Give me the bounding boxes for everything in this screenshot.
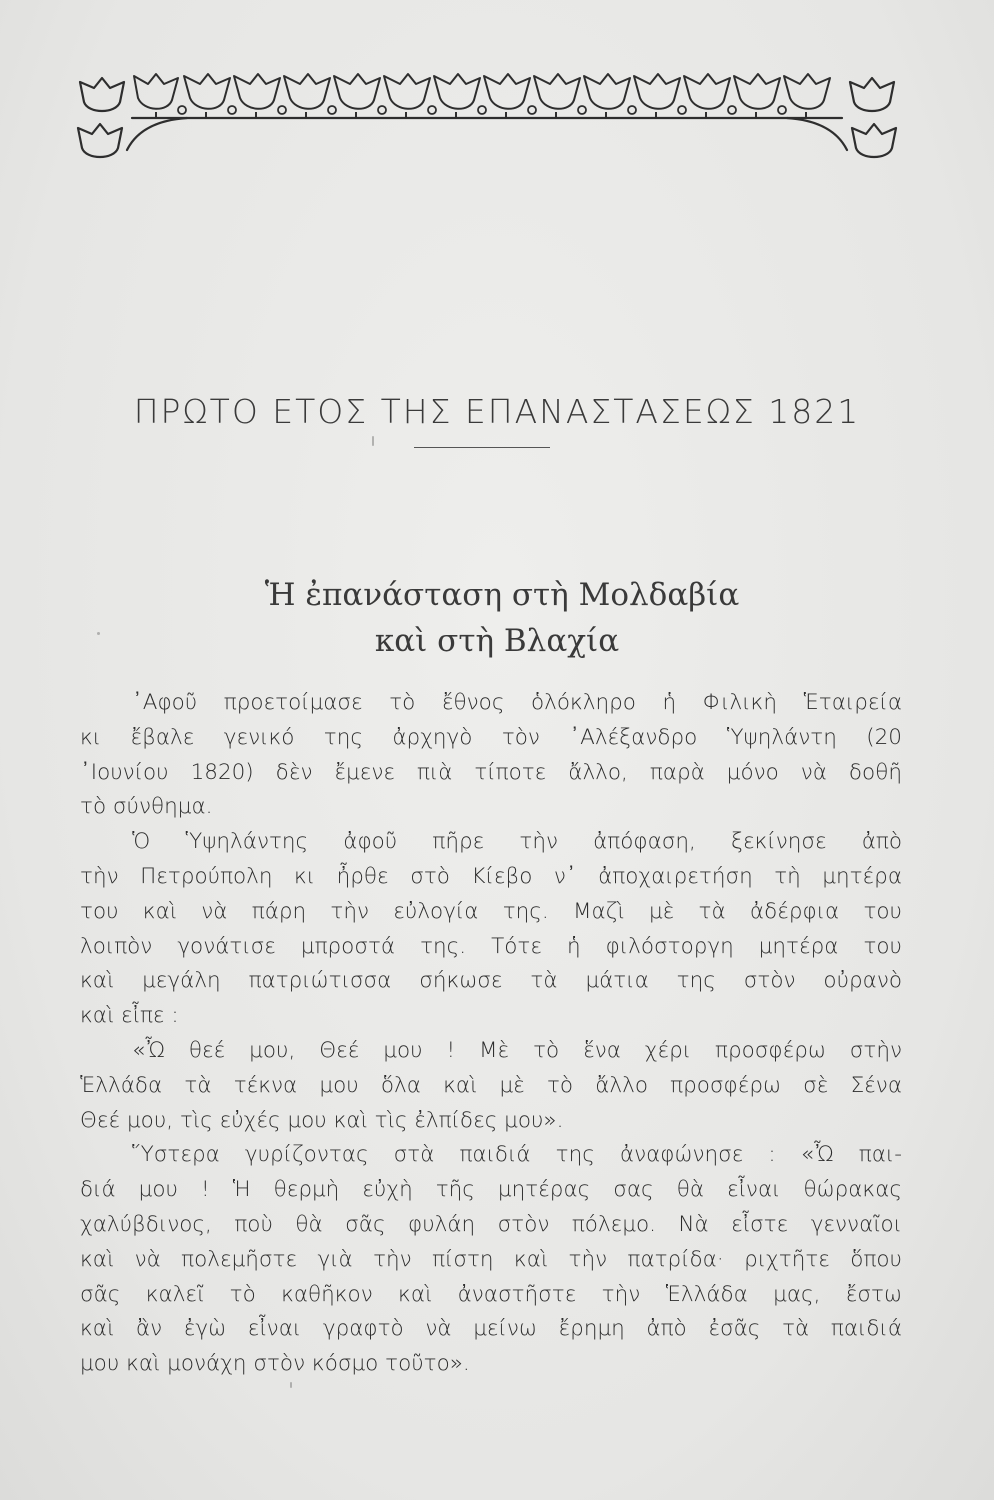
paper-speck: [372, 436, 374, 446]
text-line: χαλύβδινος, ποὺ θὰ σᾶς φυλάη στὸν πόλεμο. Νὰ εἶστε γενναῖοι: [80, 1211, 902, 1237]
text-line: «Ὦ θεέ μου, Θεέ μου ! Μὲ τὸ ἕνα χέρι προσφέρω στὴν: [132, 1037, 902, 1063]
text-line: καὶ εἶπε :: [80, 1003, 179, 1029]
text-line: του καὶ νὰ πάρη τὴν εὐλογία της. Μαζὶ μὲ τὰ ἀδέρφια του: [80, 898, 902, 924]
text-line: Ὕστερα γυρίζοντας στὰ παιδιά της ἀναφώνησε : «Ὦ παι-: [132, 1142, 902, 1168]
text-line: ᾿Ιουνίου 1820) δὲν ἔμενε πιὰ τίποτε ἄλλο, παρὰ μόνο νὰ δοθῆ: [80, 759, 902, 785]
text-line: Ἑλλάδα τὰ τέκνα μου ὅλα καὶ μὲ τὸ ἄλλο προσφέρω σὲ Σένα: [80, 1072, 902, 1098]
section-title: ΠΡΩΤΟ ΕΤΟΣ ΤΗΣ ΕΠΑΝΑΣΤΑΣΕΩΣ 1821: [133, 392, 861, 431]
text-line: Θεέ μου, τὶς εὐχές μου καὶ τὶς ἐλπίδες μου».: [80, 1107, 564, 1133]
paper-speck: [290, 1382, 292, 1388]
text-line: διά μου ! Ἡ θερμὴ εὐχὴ τῆς μητέρας σας θὰ εἶναι θώρακας: [80, 1177, 902, 1203]
text-line: κι ἔβαλε γενικό της ἀρχηγὸ τὸν ᾿Αλέξανδρο Ὑψηλάντη (20: [80, 724, 902, 750]
text-line: τὴν Πετρούπολη κι ἦρθε στὸ Κίεβο ν᾿ ἀποχαιρετήση τὴ μητέρα: [80, 863, 902, 889]
chapter-title-line-2: καὶ στὴ Βλαχία: [374, 623, 620, 659]
paper-speck: [97, 632, 100, 635]
body-text: [80, 686, 902, 1382]
text-line: τὸ σύνθημα.: [80, 794, 213, 820]
text-line: μου καὶ μονάχη στὸν κόσμο τοῦτο».: [80, 1351, 470, 1377]
text-line: καὶ νὰ πολεμῆστε γιὰ τὴν πίστη καὶ τὴν πατρίδα· ριχτῆτε ὅπου: [80, 1246, 902, 1272]
text-line: σᾶς καλεῖ τὸ καθῆκον καὶ ἀναστῆστε τὴν Ἑλλάδα μας, ἔστω: [80, 1281, 902, 1307]
text-line: καὶ ἂν ἐγὼ εἶναι γραφτὸ νὰ μείνω ἔρημη ἀπὸ ἐσᾶς τὰ παιδιά: [80, 1316, 902, 1342]
floral-border-ornament-icon: [72, 68, 902, 188]
text-line: καὶ μεγάλη πατριώτισσα σήκωσε τὰ μάτια της στὸν οὐρανὸ: [80, 968, 902, 994]
title-divider: [414, 447, 550, 448]
chapter-title: [0, 572, 994, 664]
text-line: λοιπὸν γονάτισε μπροστά της. Τότε ἡ φιλόστοργη μητέρα του: [80, 933, 902, 959]
chapter-title-line-1: Ἡ ἐπανάσταση στὴ Μολδαβία: [264, 577, 740, 613]
text-line: ᾿Αφοῦ προετοίμασε τὸ ἔθνος ὁλόκληρο ἡ Φιλικὴ Ἑταιρεία: [132, 690, 902, 715]
text-line: Ὁ Ὑψηλάντης ἀφοῦ πῆρε τὴν ἀπόφαση, ξεκίνησε ἀπὸ: [132, 829, 902, 855]
